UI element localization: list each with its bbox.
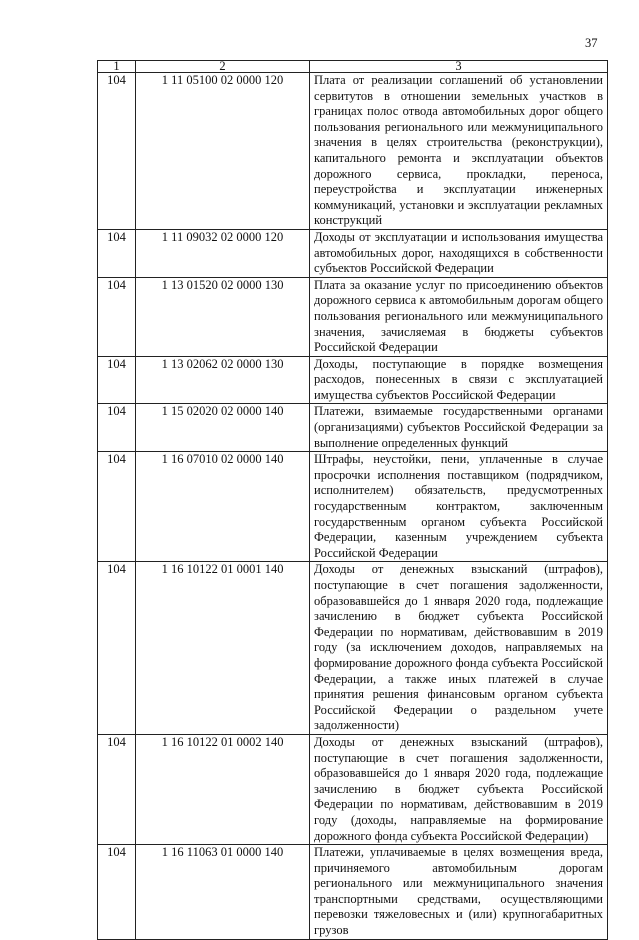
description-cell: Доходы от денежных взысканий (штрафов), поступающие в счет погашения задолженности, образовавшейся до 1 января 2020 года, подлежащие зачислению в бюджет субъекта Российской Федерации по нормативам, действовавшим в 2019 году (доходы, направляемые на формирование дорожного фонда субъекта Российской Федерации) [310,734,608,844]
admin-code-cell: 104 [98,277,136,356]
description-cell: Плата от реализации соглашений об установлении сервитутов в отношении земельных участков в границах полос отвода автомобильных дорог общего пользования регионального или межмуниципального значения в целях строительства (реконструкции), капитального ремонта и эксплуатации объектов дорожного сервиса, прокладки, переноса, переустройства и эксплуатации инженерных коммуникаций, установки и эксплуатации рекламных конструкций [310,73,608,230]
column-header-3: 3 [310,61,608,73]
description-cell: Платежи, уплачиваемые в целях возмещения вреда, причиняемого автомобильным дорогам регионального или межмуниципального значения транспортными средствами, осуществляющими перевозки тяжеловесных и (или) крупногабаритных грузов [310,845,608,940]
description-cell: Доходы от денежных взысканий (штрафов), поступающие в счет погашения задолженности, образовавшейся до 1 января 2020 года, подлежащие зачислению в бюджет субъекта Российской Федерации по нормативам, действовавшим в 2019 году (за исключением доходов, направляемых на формирование дорожного фонда субъекта Российской Федерации, а также иных платежей в случае принятия решения финансовым органом субъекта Российской Федерации о раздельном учете задолженности) [310,562,608,735]
header-row [98,61,608,73]
description-cell: Штрафы, неустойки, пени, уплаченные в случае просрочки исполнения поставщиком (подрядчиком, исполнителем) обязательств, предусмотренных государственным контрактом, заключенным государственным органом субъекта Российской Федерации, казенным учреждением субъекта Российской Федерации [310,452,608,562]
admin-code-cell: 104 [98,229,136,277]
table-row [98,562,608,735]
classification-code-cell: 1 15 02020 02 0000 140 [136,404,310,452]
page-number: 37 [585,36,598,50]
admin-code-cell: 104 [98,452,136,562]
classification-code-cell: 1 11 05100 02 0000 120 [136,73,310,230]
column-header-1: 1 [98,61,136,73]
table-body [98,73,608,940]
table-row [98,404,608,452]
table-header [98,61,608,73]
admin-code-cell: 104 [98,73,136,230]
description-cell: Доходы от эксплуатации и использования имущества автомобильных дорог, находящихся в собственности субъектов Российской Федерации [310,229,608,277]
revenue-codes-table [97,60,608,940]
classification-code-cell: 1 16 10122 01 0001 140 [136,562,310,735]
description-cell: Доходы, поступающие в порядке возмещения расходов, понесенных в связи с эксплуатацией имущества субъектов Российской Федерации [310,356,608,404]
admin-code-cell: 104 [98,356,136,404]
classification-code-cell: 1 16 11063 01 0000 140 [136,845,310,940]
admin-code-cell: 104 [98,734,136,844]
table-row [98,73,608,230]
admin-code-cell: 104 [98,845,136,940]
table-row [98,229,608,277]
classification-code-cell: 1 13 02062 02 0000 130 [136,356,310,404]
description-cell: Плата за оказание услуг по присоединению объектов дорожного сервиса к автомобильным дорогам общего пользования регионального или межмуниципального значения, зачисляемая в бюджеты субъектов Российской Федерации [310,277,608,356]
classification-code-cell: 1 13 01520 02 0000 130 [136,277,310,356]
table-row [98,452,608,562]
classification-code-cell: 1 16 10122 01 0002 140 [136,734,310,844]
table-row [98,845,608,940]
table-row [98,277,608,356]
column-header-2: 2 [136,61,310,73]
admin-code-cell: 104 [98,562,136,735]
classification-code-cell: 1 16 07010 02 0000 140 [136,452,310,562]
table-row [98,356,608,404]
description-cell: Платежи, взимаемые государственными органами (организациями) субъектов Российской Федерации за выполнение определенных функций [310,404,608,452]
classification-code-cell: 1 11 09032 02 0000 120 [136,229,310,277]
admin-code-cell: 104 [98,404,136,452]
table-row [98,734,608,844]
